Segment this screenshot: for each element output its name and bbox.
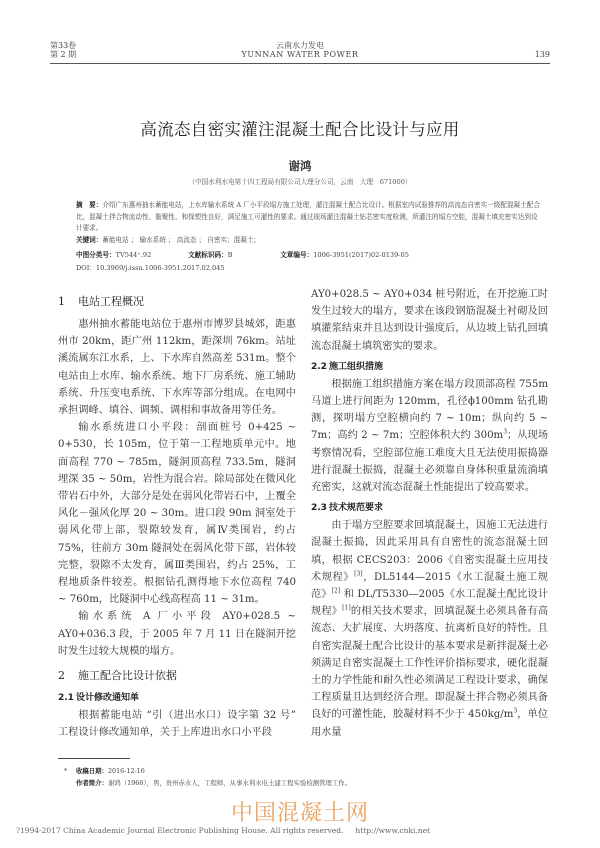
abstract-label: 摘 要： <box>76 201 103 209</box>
section-2-1-heading <box>58 690 296 706</box>
footnote <box>64 765 352 789</box>
text-run: 和 DL/T5330—2005《水工混凝土配比设计规程》 <box>311 589 549 618</box>
cnki-link[interactable]: http://www.cnki.net <box>355 826 431 835</box>
paragraph: 惠州抽水蓄能电站位于惠州市博罗县城郊，距惠州市 20km，距广州 112km，距深圳 76km。站址溪流属东江水系，上、下水库自然高差 531m。整个电站由上水库、输水系统、地下厂房系统、施工辅助系统、升压变电系统、下水库等部分组成。在电网中承担调峰、填谷、调频、调相和事故备用等任务。 <box>58 319 296 417</box>
text-run: 由于塌方空腔要求回填混凝土，因施工无法进行混凝土振捣，因此采用具有自密性的流态混凝土回填，根据 CECS203：2006《自密实混凝土应用技术规程》 <box>311 520 548 583</box>
citation-ref[interactable]: [1] <box>342 604 351 612</box>
article-no-label: 文章编号： <box>280 251 314 259</box>
doi-label: DOI： <box>76 264 96 272</box>
subsection-number: 2.2 <box>311 361 327 372</box>
footnote-divider <box>58 758 130 759</box>
paragraph: 输水系统 A 厂小平段 AY0+028.5 ~ AY0+036.3 段，于 2005 年 7 月 11 日在隧洞开挖时发生过较大规模的塌方。 <box>58 611 296 657</box>
subsection-title: 技术规范要求 <box>329 503 384 514</box>
citation-ref[interactable]: [2] <box>331 587 341 595</box>
section-title: 电站工程概况 <box>78 295 144 308</box>
author-affiliation: （中国水利水电第十四工程局有限公司大理分公司，云南 大理 671000） <box>188 178 412 186</box>
subsection-title: 施工组织措施 <box>329 361 384 372</box>
paragraph: 输水系统进口小平段：剖面桩号 0+425 ~ 0+530，长 105m，位于第一工程地质单元中。地面高程 770 ~ 785m，隧洞顶高程 733.5m，隧洞埋深 35 ~ 50m，岩性为混合岩。除局部处在微风化带岩石中外，大部分是处在弱风化带岩石中，上覆全风化－强风化厚 20 ~ 30m。进口段 90m 洞室处于弱风化带上部，裂隙较发育，属Ⅳ类围岩，约占 75%，往前方 30m 隧洞处在弱风化带下部，岩体较完整，裂隙不太发育，属Ⅲ类围岩，约占 25%，工程地质条件较差。根据钻孔测得地下水位高程 740 ~ 760m，比隧洞中心线高程高 11 ~ 31m。 <box>58 422 296 606</box>
section-2-3-heading <box>311 500 548 516</box>
copyright-text: ?1994-2017 China Academic Journal Electronic Publishing House. All rights reserved. <box>16 826 344 835</box>
bio-label: 作者简介： <box>76 779 108 787</box>
right-column <box>311 286 548 741</box>
abstract-text: 介绍广东惠州抽水蓄能电站，上水库输水系统 A 厂小平段塌方施工处理，灌注混凝土配合比设计。根据室内试验推荐的高流态自密实一级配混凝土配合比，混凝土拌合物流动性、黏聚性、和保塑性良好，满足施工可灌性的要求。通过现场灌注混凝土钻芯密实度检测，所灌注的塌方空腔，混凝土填充密实达到设计要求。 <box>76 201 540 233</box>
section-number: 2 <box>58 669 65 683</box>
received-value: 2016-12-16 <box>107 767 145 775</box>
section-2-2-heading <box>311 359 548 375</box>
text-run: 根据施工组织措施方案在塌方段顶部高程 755m 马道上进行间距为 120mm，孔径ϕ100mm 钻孔勘测，探明塌方空腔横向约 7 ~ 10m；纵向约 5 ~ 7m；高约 2 ~ 7m；空腔体积大约 300m <box>311 378 548 442</box>
page-number: 139 <box>534 50 550 59</box>
article-title: 高流态自密实灌注混凝土配合比设计与应用 <box>140 120 460 139</box>
section-2-heading <box>58 668 296 684</box>
clc-label: 中图分类号： <box>76 251 116 259</box>
paragraph <box>311 376 548 496</box>
doi-line <box>76 262 546 272</box>
copyright-line <box>16 826 430 835</box>
paragraph <box>311 517 548 741</box>
text-run: ；从现场考察情况看，空腔部位施工难度大且无法使用振捣器进行混凝土振捣，混凝土必须靠自身体积重量流淌填充密实，这就对流态混凝土性能提出了较高要求。 <box>311 430 549 494</box>
clc-value: TV544⁺.92 <box>115 251 152 259</box>
footnote-marker: * <box>64 767 68 775</box>
volume: 第33卷 <box>50 41 77 50</box>
classification-line <box>76 249 546 259</box>
text-run: ，DL5144—2015《水工混凝土施工规范》 <box>311 571 548 601</box>
doc-code-label: 文献标识码： <box>188 251 228 259</box>
superscript: 3 <box>513 708 518 716</box>
doc-code-value: B <box>227 251 233 259</box>
paragraph: AY0+028.5 ~ AY0+034 桩号附近，在开挖施工时发生过较大的塌方，要求在该段钢筋混凝土衬砌及回填灌浆结束并且达到设计强度后，从边坡上钻孔回填流态混凝土填筑密实的要求。 <box>311 289 548 352</box>
header-divider <box>50 63 550 64</box>
text-run: ，单位用水量 <box>311 709 549 738</box>
keywords-text: 蓄能电站 ； 输水系统 ； 高流态 ； 自密实；混凝土； <box>102 235 261 244</box>
received-label: 收稿日期： <box>76 767 108 775</box>
author-bio <box>76 777 351 789</box>
superscript: 3 <box>503 429 508 437</box>
keywords-label: 关键词： <box>76 235 103 244</box>
text-run: 的相关技术要求，回填混凝土必须具备有高流态、大扩展度、大坍落度、抗离析良好的特性。且自密实混凝土配合比设计的基本要求是新拌混凝土必须满足自密实混凝土工作性评价指标要求，硬化混凝土的力学性能和耐久性必须满足工程设计要求，确保工程质量且达到经济合理。即混凝土拌合物必须具备良好的可灌性能，胶凝材料不少于 450kg/m <box>311 606 549 721</box>
keywords <box>76 235 544 247</box>
left-column <box>58 286 296 741</box>
subsection-number: 2.1 <box>58 693 74 704</box>
issue: 第 2 期 <box>50 50 77 59</box>
abstract <box>76 200 544 246</box>
section-title: 施工配合比设计依据 <box>78 669 177 683</box>
journal-name-en: YUNNAN WATER POWER <box>241 50 359 59</box>
author-name: 谢鸿 <box>288 159 312 173</box>
journal-name-cn: 云南水力发电 <box>276 41 324 50</box>
paragraph: 根据蓄能电站 “引（进出水口）设字第 32 号” 工程设计修改通知单，关于上库进出水口小平段 <box>58 710 296 739</box>
article-no-value: 1006-3951(2017)02-0139-05 <box>313 251 409 259</box>
doi-value: 10.3969/j.issn.1006-3951.2017.02.045 <box>95 264 225 272</box>
subsection-title: 设计修改通知单 <box>76 693 140 704</box>
subsection-number: 2.3 <box>311 503 327 514</box>
watermark: 中国混凝土网 <box>230 801 369 826</box>
received-date <box>64 765 351 777</box>
bio-text: 谢鸿（1966），男，贵州赤水人，工程师，从事水利水电土建工程实验检测管理工作。 <box>107 779 352 787</box>
section-1-heading <box>58 294 296 310</box>
citation-ref[interactable]: [3] <box>354 570 363 578</box>
section-number: 1 <box>58 295 65 308</box>
journal-name <box>0 41 600 59</box>
